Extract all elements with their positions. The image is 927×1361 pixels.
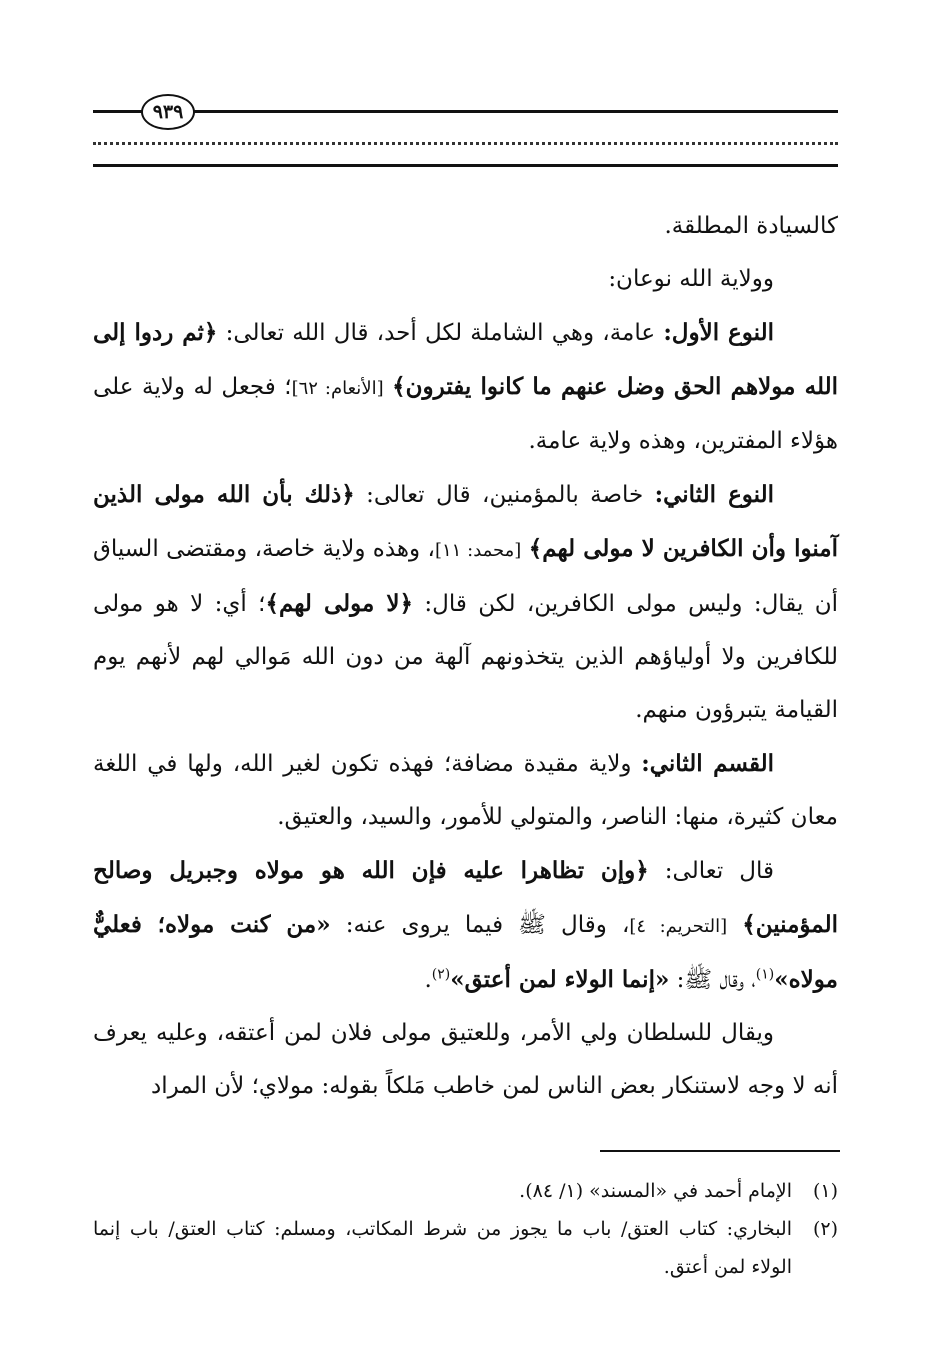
paragraph-4 <box>93 468 838 737</box>
paragraph-7: ويقال للسلطان ولي الأمر، وللعتيق مولى فلان لمن أعتقه، وعليه يعرف أنه لا وجه لاستنكار بعض الناس لمن خاطب مَلكاً بقوله: مولاي؛ لأن المراد <box>93 1020 838 1099</box>
quran-quote: ﴿ثم ردوا إلى الله مولاهم الحق وضل عنهم ما كانوا يفترون﴾ <box>93 319 839 400</box>
quran-quote: ﴿ذلك بأن الله مولى الذين آمنوا وأن الكافرين لا مولى لهم﴾ <box>93 481 838 562</box>
text: ولاية مقيدة مضافة؛ فهذه تكون لغير الله، ولها في اللغة معان كثيرة، منها: الناصر، والمتولي للأمور، والسيد، والعتيق. <box>93 751 838 830</box>
footnote-separator <box>600 1150 840 1152</box>
text: . <box>424 967 432 993</box>
quran-reference: [محمد: ١١] <box>434 540 522 561</box>
quran-quote: ﴿وإن تظاهرا عليه فإن الله هو مولاه وجبريل وصالح المؤمنين﴾ <box>93 857 838 938</box>
page-header <box>93 92 838 172</box>
text: ، وهذه ولاية خاصة، ومقتضى السياق أن يقال: وليس مولى الكافرين، لكن قال: <box>93 536 839 617</box>
text: ؛ أي: لا هو مولى للكافرين ولا أولياؤهم الذين يتخذونهم آلهة من دون الله مَوالي لهم لأنهم يوم القيامة يتبرؤون منهم. <box>93 591 838 723</box>
paragraph-3 <box>93 306 838 468</box>
text: ، وقال ﷺ فيما يروى عنه: <box>345 912 630 938</box>
footnote-text: الإمام أحمد في «المسند» (١/ ٨٤). <box>519 1180 792 1202</box>
paragraph-1: كالسيادة المطلقة. <box>664 213 838 239</box>
paragraph-6 <box>93 844 838 1007</box>
header-rule <box>188 110 838 113</box>
footnotes <box>93 1172 838 1286</box>
text: قال تعالى: <box>664 858 774 884</box>
text: عامة، وهي الشاملة لكل أحد، قال الله تعالى: <box>225 320 656 346</box>
page-number: ٩٣٩ <box>141 94 195 130</box>
footnote-number: (٢) <box>812 1218 838 1240</box>
text: ؛ فجعل له ولاية على هؤلاء المفترين، وهذه ولاية عامة. <box>93 374 838 454</box>
quran-reference: [التحريم: ٤] <box>629 916 728 937</box>
section-label: النوع الأول: <box>663 319 774 346</box>
hadith-quote: «من كنت مولاه؛ فعليٌّ مولاه» <box>93 911 838 993</box>
header-bottom-rule <box>93 164 838 167</box>
footnote <box>93 1172 838 1210</box>
footnote-text: البخاري: كتاب العتق/ باب ما يجوز من شرط المكاتب، ومسلم: كتاب العتق/ باب إنما الولاء لمن أعتق. <box>93 1218 792 1278</box>
header-dotted-line <box>93 142 838 145</box>
hadith-quote: «إنما الولاء لمن أعتق» <box>450 966 670 993</box>
footnote-marker: (٢) <box>431 966 451 983</box>
footnote-marker: (١) <box>755 966 775 983</box>
quran-quote: ﴿لا مولى لهم﴾ <box>265 590 413 617</box>
section-label: النوع الثاني: <box>654 481 775 508</box>
quran-reference: [الأنعام: ٦٢] <box>291 378 384 399</box>
text: خاصة بالمؤمنين، قال تعالى: <box>366 482 644 508</box>
paragraph-2: وولاية الله نوعان: <box>608 266 774 292</box>
text: ، وقال ﷺ: <box>676 967 756 993</box>
header-rule-left <box>93 110 143 113</box>
footnote <box>93 1210 838 1286</box>
main-text <box>93 200 838 1113</box>
footnote-number: (١) <box>812 1180 838 1202</box>
section-label: القسم الثاني: <box>641 750 775 777</box>
paragraph-5 <box>93 737 838 844</box>
